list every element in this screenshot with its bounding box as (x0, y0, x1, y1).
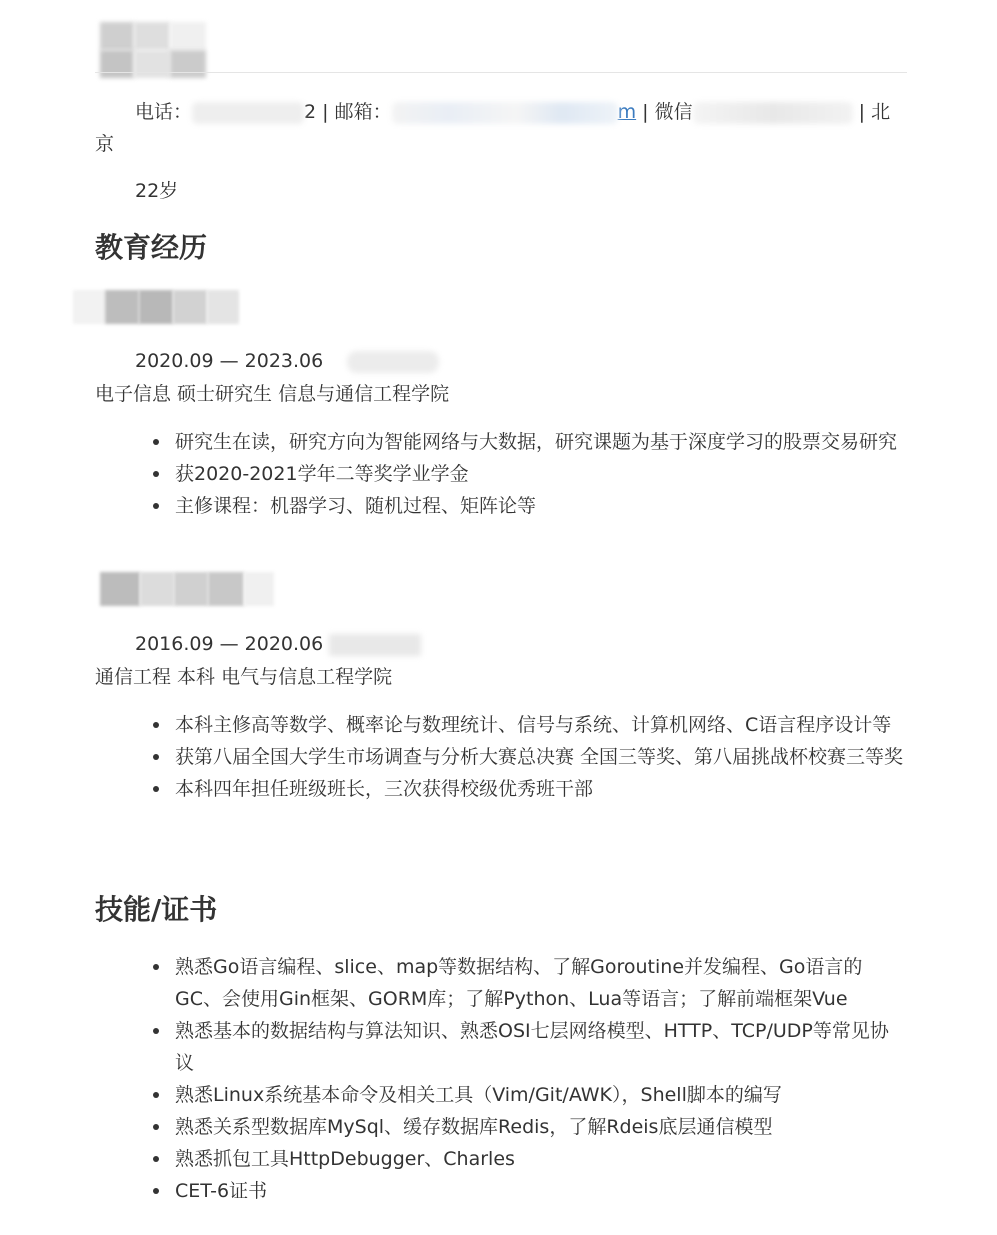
skills-heading: 技能/证书 (95, 893, 218, 926)
redacted-wechat (693, 102, 853, 124)
city: 北京 (95, 101, 891, 155)
separator: | (316, 101, 335, 123)
list-item: 熟悉基本的数据结构与算法知识、熟悉OSI七层网络模型、HTTP、TCP/UDP等常见协议 (175, 1015, 907, 1079)
list-item: 获2020-2021学年二等奖学业学金 (175, 458, 907, 490)
list-item: 熟悉关系型数据库MySql、缓存数据库Redis，了解Rdeis底层通信模型 (175, 1111, 907, 1143)
name-divider (95, 72, 907, 73)
email-link[interactable]: m (617, 101, 637, 123)
contact-line (95, 96, 907, 160)
education-bullets (95, 426, 907, 522)
list-item: 研究生在读，研究方向为智能网络与大数据，研究课题为基于深度学习的股票交易研究 (175, 426, 907, 458)
skills-bullets (95, 951, 907, 1207)
list-item: 熟悉Go语言编程、slice、map等数据结构、了解Goroutine并发编程、Go语言的GC、会使用Gin框架、GORM库；了解Python、Lua等语言；了解前端框架Vue (175, 951, 907, 1015)
redacted-email (392, 102, 618, 124)
wechat-label: 微信 (654, 101, 693, 123)
phone-tail: 2 (304, 101, 317, 123)
education-heading: 教育经历 (95, 231, 208, 264)
redacted-phone (192, 102, 304, 124)
education-degree: 电子信息 硕士研究生 信息与通信工程学院 (95, 383, 450, 405)
education-period: 2020.09 — 2023.06 (135, 346, 439, 376)
separator: | (636, 101, 655, 123)
list-item: 获第八届全国大学生市场调查与分析大赛总决赛 全国三等奖、第八届挑战杯校赛三等奖 (175, 741, 907, 773)
education-bullets (95, 709, 907, 805)
age: 22岁 (135, 180, 179, 202)
redacted-school-name (73, 290, 239, 324)
list-item: 本科主修高等数学、概率论与数理统计、信号与系统、计算机网络、C语言程序设计等 (175, 709, 907, 741)
redacted-name (100, 22, 206, 78)
separator: | (852, 101, 872, 123)
education-degree: 通信工程 本科 电气与信息工程学院 (95, 666, 393, 688)
email-label: 邮箱： (334, 101, 392, 123)
list-item: 主修课程：机器学习、随机过程、矩阵论等 (175, 490, 907, 522)
redacted-location (329, 634, 421, 656)
list-item: 熟悉Linux系统基本命令及相关工具（Vim/Git/AWK），Shell脚本的编写 (175, 1079, 907, 1111)
education-period: 2016.09 — 2020.06 (135, 629, 421, 659)
list-item: 熟悉抓包工具HttpDebugger、Charles (175, 1143, 907, 1175)
redacted-school-name (100, 572, 274, 606)
list-item: 本科四年担任班级班长，三次获得校级优秀班干部 (175, 773, 907, 805)
redacted-location (347, 351, 439, 373)
list-item: CET-6证书 (175, 1175, 907, 1207)
phone-label: 电话： (135, 101, 193, 123)
